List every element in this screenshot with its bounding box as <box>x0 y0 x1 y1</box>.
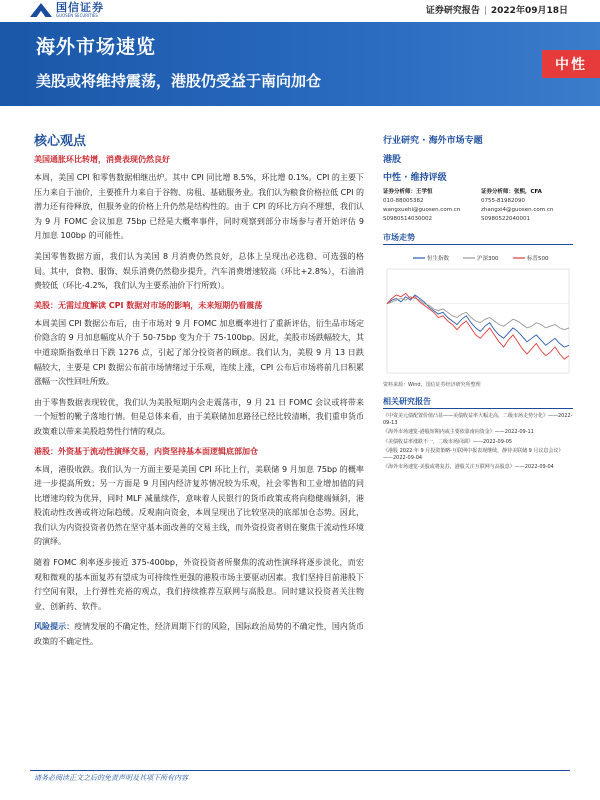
paragraph: 由于零售数据表现较优，我们认为美股短期内会走震荡市，9 月 21 日 FOMC 会议或将带来一个短暂的靴子落地行情。但是总体来看，由于美联储加息路径已经比较清晰，我们重申货币政策难以带来美股趋势性行情的观点。 <box>34 397 364 436</box>
section-title-core-views: 核心观点 <box>34 134 87 149</box>
analyst-email[interactable]: zhangxi4@guosen.com.cn <box>481 207 554 213</box>
logo-mark-icon <box>30 3 52 17</box>
rating-badge: 中性 <box>542 50 600 78</box>
chart-source: 资料来源：Wind、国信证券经济研究所整理 <box>383 382 481 388</box>
block-heading: 美股：无需过度解读 CPI 数据对市场的影响，未来短期仍看震荡 <box>34 300 263 310</box>
meta-separator: | <box>483 6 487 16</box>
related-report-link[interactable]: 《美债收益率涨跌不一，二级市场回调》——2022-09-05 <box>383 438 513 445</box>
related-report-link[interactable]: 《海外市场速览-港股短期内或主要依靠南向资金》——2022-09-11 <box>383 429 534 436</box>
industry-line: 行业研究 · 海外市场专题 <box>383 136 483 146</box>
paragraph: 随着 FOMC 利率逐步接近 375-400bp，外资投资者所聚焦的流动性演绎将逐步淡化，而宏观和微观的基本面复苏有望成为可持续性更强的港股市场主要驱动因素。我们坚持目前港股下行空间有限，上行弹性充裕的观点，我们持续推荐互联网与高股息。同时建议投资者关注物业、创新药、软件。 <box>34 558 364 611</box>
rating-line: 中性 · 维持评级 <box>383 173 447 183</box>
related-section-title: 相关研究报告 <box>383 396 573 409</box>
series-line <box>387 297 569 330</box>
legend-label: 标普500 <box>527 256 549 262</box>
market-trend-chart <box>383 249 573 379</box>
paragraph: 美国零售数据方面，我们认为美国 8 月消费仍然良好，总体上呈现出必选稳、可选强的格局。其中，食物、服饰、娱乐消费仍然稳步提升，汽车消费增速较高（环比+2.8%），石油消费较低（环比-4.2%，我们认为主要系油价下行所致）。 <box>34 251 364 291</box>
analyst-phone: 0755-81982090 <box>481 198 525 204</box>
analyst-name: 证券分析师：张熙，CFA <box>481 189 542 195</box>
legend-item <box>413 254 450 262</box>
series-line <box>387 295 569 347</box>
analyst-phone: 010-88005382 <box>383 198 424 204</box>
legend-label: 恒生指数 <box>427 256 450 262</box>
disclaimer-footer[interactable]: 请务必阅读正文之后的免责声明及其项下所有内容 <box>34 774 188 782</box>
logo-cn-text: 国信证券 <box>56 1 104 14</box>
main-column <box>34 130 364 656</box>
series-line <box>387 293 569 359</box>
paragraph: 本周美国 CPI 数据公布后，由于市场对 9 月 FOMC 加息概率进行了重新评估，衍生品市场定价隐含的 9 月加息幅度从介于 50-75bp 变为介于 75-100bp。因此，美股市场跌幅较大，其中道琼斯指数单日下跌 1276 点，引起了部分投资者的顾虑。我们认为，美股 9 月 13 日跌幅较大，主要是 CPI 数据公布前市场情绪过于乐观，连续上涨，CPI 公布后市场将前几日积累涨幅一次性回吐所致。 <box>34 318 364 387</box>
sidebar <box>383 133 573 473</box>
related-report-link[interactable]: 《港股 2022 年 9 月投资策略-互联网中报表现继续，静待美联储 9 月议息会议》——2022-09-04 <box>383 447 564 462</box>
related-report-link[interactable]: 《中资美元债配置价值凸显——美债收益率大幅走高，二级市场走势分化》——2022-09-13 <box>383 413 573 427</box>
analyst-email[interactable]: wangxuehi@guosen.com.cn <box>383 207 461 213</box>
risk-text: 疫情发展的不确定性，经济周期下行的风险，国际政治局势的不确定性，国内货币政策的不确定性。 <box>34 622 364 647</box>
company-logo <box>30 0 104 20</box>
analyst-name: 证券分析师：王学恒 <box>383 189 433 195</box>
legend-label: 沪深300 <box>477 256 499 262</box>
analyst-cert: S0980522040001 <box>481 216 530 222</box>
footer-divider <box>30 770 570 771</box>
analyst-card <box>481 188 573 224</box>
risk-paragraph <box>34 620 364 649</box>
report-date: 2022年09月18日 <box>490 6 568 16</box>
legend-item <box>463 254 499 262</box>
chart-svg <box>383 249 573 379</box>
analyst-card <box>383 188 475 224</box>
title-banner <box>0 22 600 106</box>
related-reports <box>383 413 573 471</box>
report-title: 海外市场速览 <box>36 36 157 58</box>
report-type: 证券研究报告 <box>425 6 480 16</box>
legend-item <box>513 254 549 262</box>
logo-en-text: GUOSEN SECURITIES <box>56 13 98 18</box>
paragraph: 本周，美国 CPI 和零售数据相继出炉。其中 CPI 同比增 8.5%，环比增 0.1%。CPI 的主要下压力来自于油价，主要推升力来自于谷物、房租、基础服务业。我们认为粮食价格拉低 CPI 的潜力还有待释放，但服务业的价格上升仍然是结构性的。由于 CPI 的环比方向不理想，我们认为 9 月 FOMC 会议加息 75bp 已经是大概率事件，同时观察到部分市场参与者开始评估 9 月加息 100bp 的可能性。 <box>34 173 364 241</box>
analysts <box>383 188 573 224</box>
block-heading: 美国通胀环比转增，消费表现仍然良好 <box>34 155 170 164</box>
chart-frame <box>387 269 569 373</box>
chart-section-title: 市场走势 <box>383 232 573 245</box>
report-subtitle: 美股或将维持震荡，港股仍受益于南向加仓 <box>36 72 322 90</box>
market-line: 港股 <box>383 155 402 165</box>
risk-label: 风险提示： <box>34 622 75 632</box>
top-bar <box>0 0 600 22</box>
paragraph: 本周，港股收跌。我们认为一方面主要是美国 CPI 环比上行，美联储 9 月加息 75bp 的概率进一步提高所致；另一方面是 9 月国内经济复苏情况较为乐观，社会零售和工业增加值的同比增速均较为优异，同时 MLF 减量续作，意味着人民银行的货币政策或将向稳健端倾斜，港股流动性改善或将边际趋缓。反观南向资金，本周呈现出了比较坚决的底部加仓态势。因此，我们认为内资投资者仍然在坚守基本面改善的交易主线，而外资投资者则在聚焦于流动性环境的演绎。 <box>34 464 364 547</box>
report-meta <box>426 3 568 16</box>
analyst-cert: S0980514030002 <box>383 216 432 222</box>
block-heading: 港股：外资基于流动性演绎交易，内资坚持基本面逻辑底部加仓 <box>34 446 258 456</box>
related-report-link[interactable]: 《海外市场速览-美股或将复苏，港股关注互联网与高股息》——2022-09-04 <box>383 464 554 471</box>
